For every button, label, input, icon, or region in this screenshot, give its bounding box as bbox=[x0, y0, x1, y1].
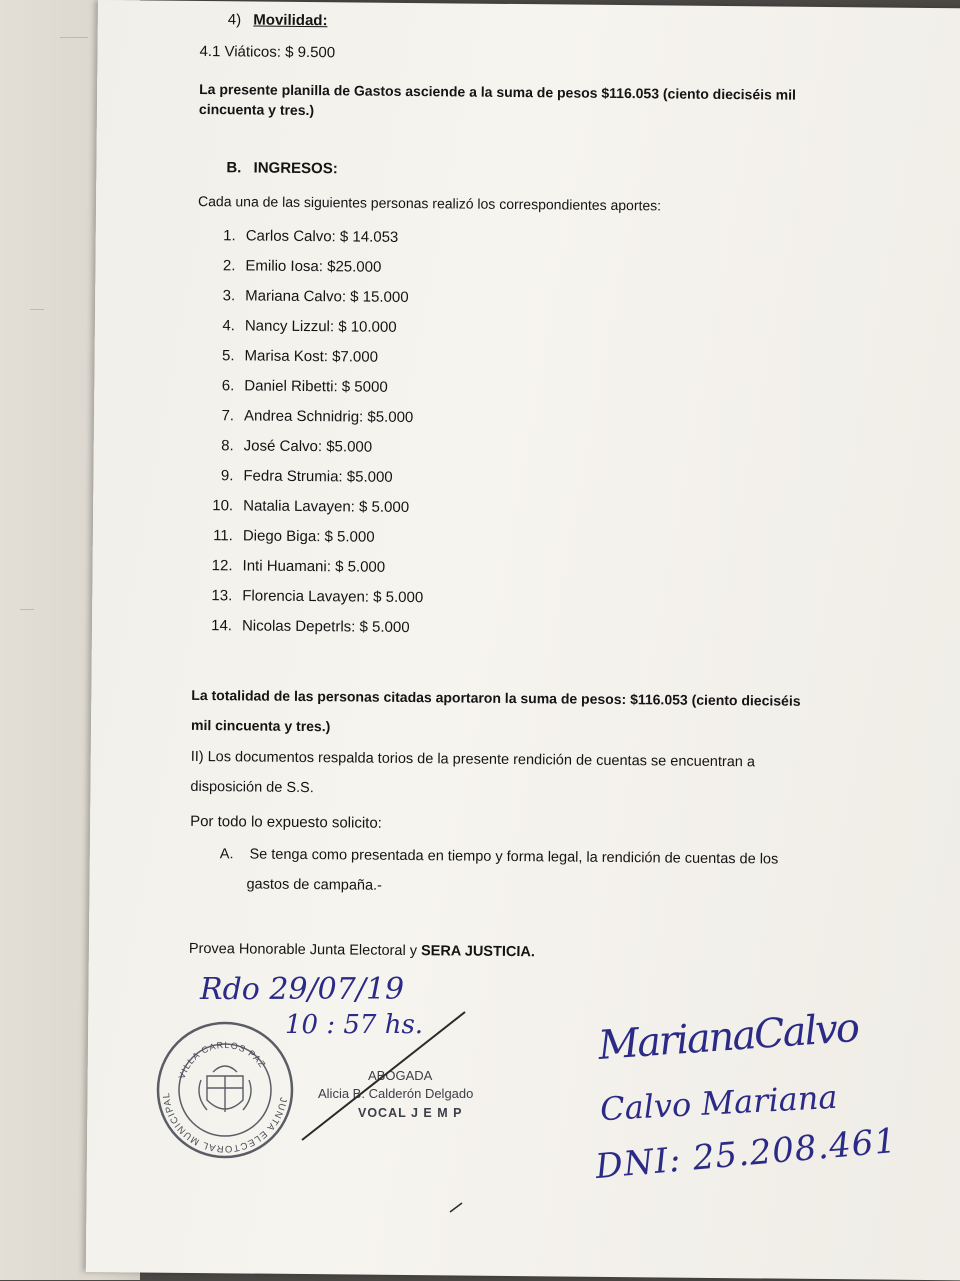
aporte-number: 3. bbox=[222, 287, 236, 305]
documentos-line-2: disposición de S.S. bbox=[190, 778, 314, 797]
viaticos-line: 4.1 Viáticos: $ 9.500 bbox=[199, 42, 336, 62]
bleed-text: — bbox=[30, 300, 44, 316]
section-b-letter: B. bbox=[226, 159, 242, 177]
gastos-total-line-2: cincuenta y tres.) bbox=[198, 100, 315, 119]
aporte-text: Inti Huamani: $ 5.000 bbox=[242, 557, 386, 576]
aporte-number: 10. bbox=[212, 497, 234, 515]
aporte-text: Marisa Kost: $7.000 bbox=[244, 347, 379, 366]
ink-mark bbox=[450, 1203, 462, 1212]
stamp-inner-text: VILLA CARLOS PAZ bbox=[176, 1039, 268, 1081]
aportes-total-line-2: mil cincuenta y tres.) bbox=[190, 716, 331, 735]
closing-bold: SERA JUSTICIA. bbox=[420, 943, 535, 961]
aporte-number: 14. bbox=[211, 617, 233, 635]
aporte-text: Florencia Lavayen: $ 5.000 bbox=[242, 587, 424, 607]
aportes-intro: Cada una de las siguientes personas realizó los correspondientes aportes: bbox=[197, 192, 662, 214]
signature-scribble: MarianaCalvo bbox=[596, 1004, 860, 1070]
receipt-note-date: Rdo 29/07/19 bbox=[200, 972, 405, 1007]
signature-strike-line bbox=[302, 1012, 465, 1140]
aporte-text: José Calvo: $5.000 bbox=[243, 437, 373, 456]
aporte-number: 5. bbox=[221, 347, 235, 365]
aporte-text: Emilio Iosa: $25.000 bbox=[245, 257, 382, 276]
aporte-text: Nancy Lizzul: $ 10.000 bbox=[244, 317, 397, 336]
aporte-number: 11. bbox=[213, 527, 233, 545]
aporte-number: 13. bbox=[211, 587, 233, 605]
receipt-note-time: 10 : 57 hs. bbox=[285, 1010, 424, 1040]
signature-printed-name: Calvo Mariana bbox=[599, 1077, 839, 1129]
aporte-number: 12. bbox=[211, 557, 233, 575]
aporte-number: 7. bbox=[221, 407, 235, 425]
documentos-line-1: II) Los documentos respalda torios de la presente rendición de cuentas se encuentran a bbox=[190, 748, 756, 771]
aporte-number: 9. bbox=[220, 467, 234, 485]
aporte-number: 2. bbox=[222, 257, 236, 275]
aporte-text: Mariana Calvo: $ 15.000 bbox=[245, 287, 409, 306]
aporte-text: Andrea Schnidrig: $5.000 bbox=[243, 407, 414, 427]
aporte-text: Daniel Ribetti: $ 5000 bbox=[244, 377, 388, 396]
peticion-text: Se tenga como presentada en tiempo y forma legal, la rendición de cuentas de los bbox=[249, 846, 779, 868]
closing-plain: Provea Honorable Junta Electoral y bbox=[188, 940, 422, 960]
section-4-number: 4) bbox=[227, 11, 242, 29]
aporte-number: 6. bbox=[221, 377, 235, 395]
solicito-line: Por todo lo expuesto solicito: bbox=[190, 812, 382, 832]
aporte-text: Diego Biga: $ 5.000 bbox=[242, 527, 375, 546]
stamp-outer-text: JUNTA ELECTORAL MUNICIPAL bbox=[160, 1091, 289, 1155]
aporte-number: 8. bbox=[221, 437, 234, 455]
section-b-title: INGRESOS: bbox=[253, 159, 338, 178]
aporte-text: Nicolas Depetrls: $ 5.000 bbox=[241, 617, 410, 637]
aporte-number: 1. bbox=[223, 227, 236, 245]
aporte-number: 4. bbox=[222, 317, 235, 335]
aportes-total-line-1: La totalidad de las personas citadas aportaron la suma de pesos: $116.053 (ciento dieciséis bbox=[191, 686, 801, 709]
stamp-name: Alicia B. Calderón Delgado bbox=[318, 1086, 474, 1101]
gastos-total-line-1: La presente planilla de Gastos asciende a la suma de pesos $116.053 (ciento dieciséis mil bbox=[199, 80, 797, 103]
bleed-text: — bbox=[20, 600, 34, 616]
peticion-letter: A. bbox=[219, 846, 234, 863]
aporte-text: Fedra Strumia: $5.000 bbox=[243, 467, 393, 486]
aporte-text: Natalia Lavayen: $ 5.000 bbox=[243, 497, 410, 517]
peticion-line-2: gastos de campaña.- bbox=[246, 876, 383, 894]
bleed-text: —— bbox=[60, 28, 88, 44]
signature-dni: DNI: 25.208.461 bbox=[593, 1120, 899, 1188]
stamp-role: VOCAL J E M P bbox=[358, 1106, 463, 1120]
section-4-title: Movilidad: bbox=[253, 11, 328, 30]
aporte-text: Carlos Calvo: $ 14.053 bbox=[245, 227, 399, 246]
stamp-title: ABOGADA bbox=[368, 1068, 433, 1083]
